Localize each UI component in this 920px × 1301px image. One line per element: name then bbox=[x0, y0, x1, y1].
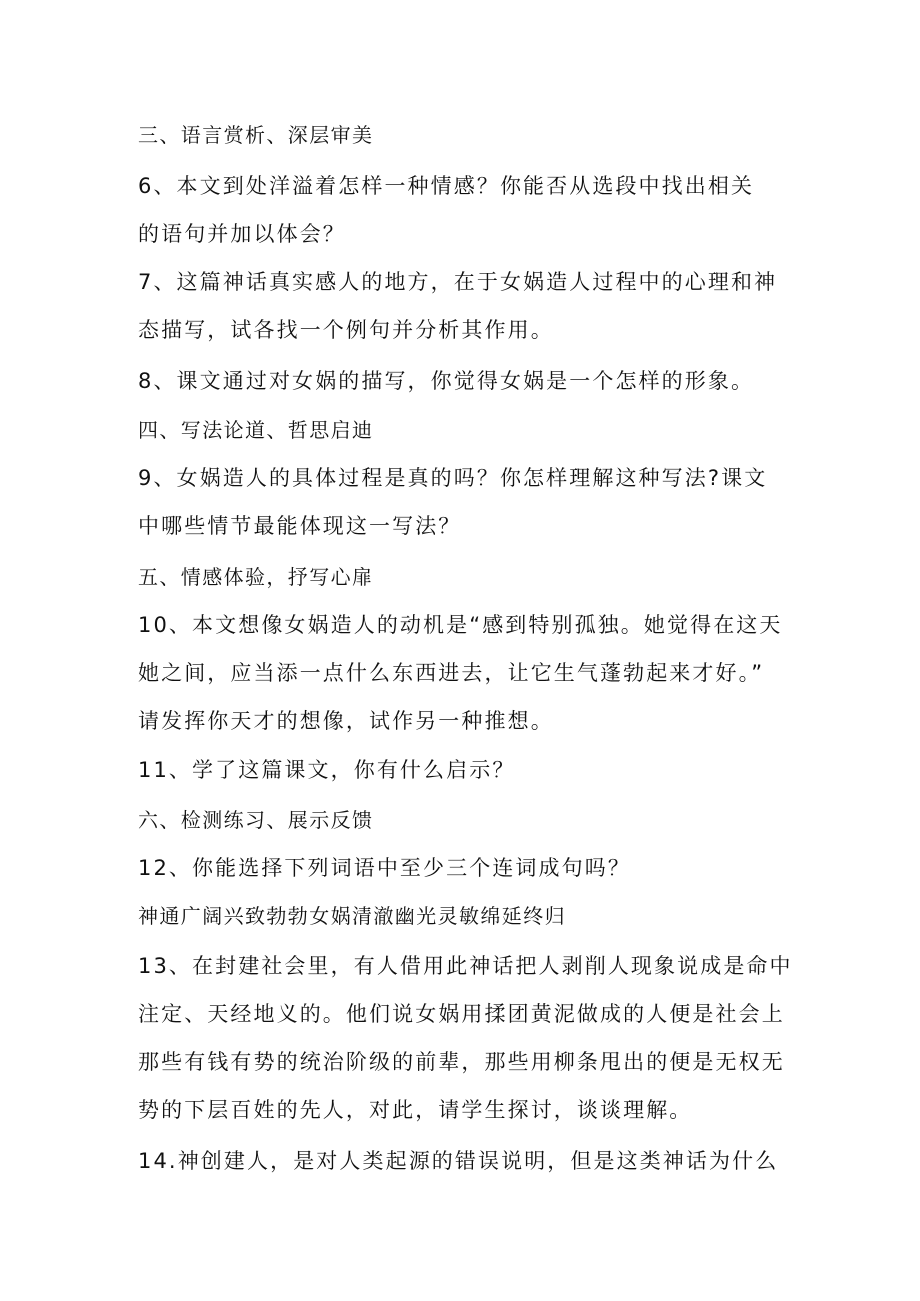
question-10-line-2: 她之间，应当添一点什么东西进去，让它生气蓬勃起来才好。” bbox=[138, 661, 765, 685]
question-13-line-1: 13、在封建社会里，有人借用此神话把人剥削人现象说成是命中 bbox=[138, 954, 793, 978]
question-11: 11、学了这篇课文，你有什么启示？ bbox=[138, 758, 516, 782]
section-heading-3: 三、语言赏析、深层审美 bbox=[138, 123, 374, 147]
question-7-line-1: 7、这篇神话真实感人的地方，在于女娲造人过程中的心理和神 bbox=[138, 270, 778, 294]
question-8: 8、课文通过对女娲的描写，你觉得女娲是一个怎样的形象。 bbox=[138, 369, 755, 393]
word-list: 神通广阔兴致勃勃女娲清澈幽光灵敏绵延终归 bbox=[138, 904, 566, 928]
question-10-line-1: 10、本文想像女娲造人的动机是“感到特别孤独。她觉得在这天 bbox=[138, 613, 783, 637]
question-9-line-2: 中哪些情节最能体现这一写法？ bbox=[138, 514, 462, 538]
question-13-line-4: 势的下层百姓的先人，对此，请学生探讨，谈谈理解。 bbox=[138, 1098, 693, 1122]
question-13-line-3: 那些有钱有势的统治阶级的前辈，那些用柳条甩出的便是无权无 bbox=[138, 1050, 785, 1074]
question-14-line-1: 14.神创建人，是对人类起源的错误说明，但是这类神话为什么 bbox=[138, 1149, 779, 1173]
question-10-line-3: 请发挥你天才的想像，试作另一种推想。 bbox=[138, 709, 554, 733]
section-heading-4: 四、写法论道、哲思启迪 bbox=[138, 418, 374, 442]
question-7-line-2: 态描写，试各找一个例句并分析其作用。 bbox=[138, 318, 554, 342]
section-heading-5: 五、情感体验，抒写心扉 bbox=[138, 565, 374, 589]
question-6-line-1: 6、本文到处洋溢着怎样一种情感？你能否从选段中找出相关 bbox=[138, 174, 755, 198]
question-12: 12、你能选择下列词语中至少三个连词成句吗？ bbox=[138, 856, 631, 880]
question-6-line-2: 的语句并加以体会？ bbox=[138, 222, 346, 246]
question-9-line-1: 9、女娲造人的具体过程是真的吗？你怎样理解这种写法?课文 bbox=[138, 466, 768, 490]
question-13-line-2: 注定、天经地义的。他们说女娲用揉团黄泥做成的人便是社会上 bbox=[138, 1002, 785, 1026]
section-heading-6: 六、检测练习、展示反馈 bbox=[138, 808, 374, 832]
